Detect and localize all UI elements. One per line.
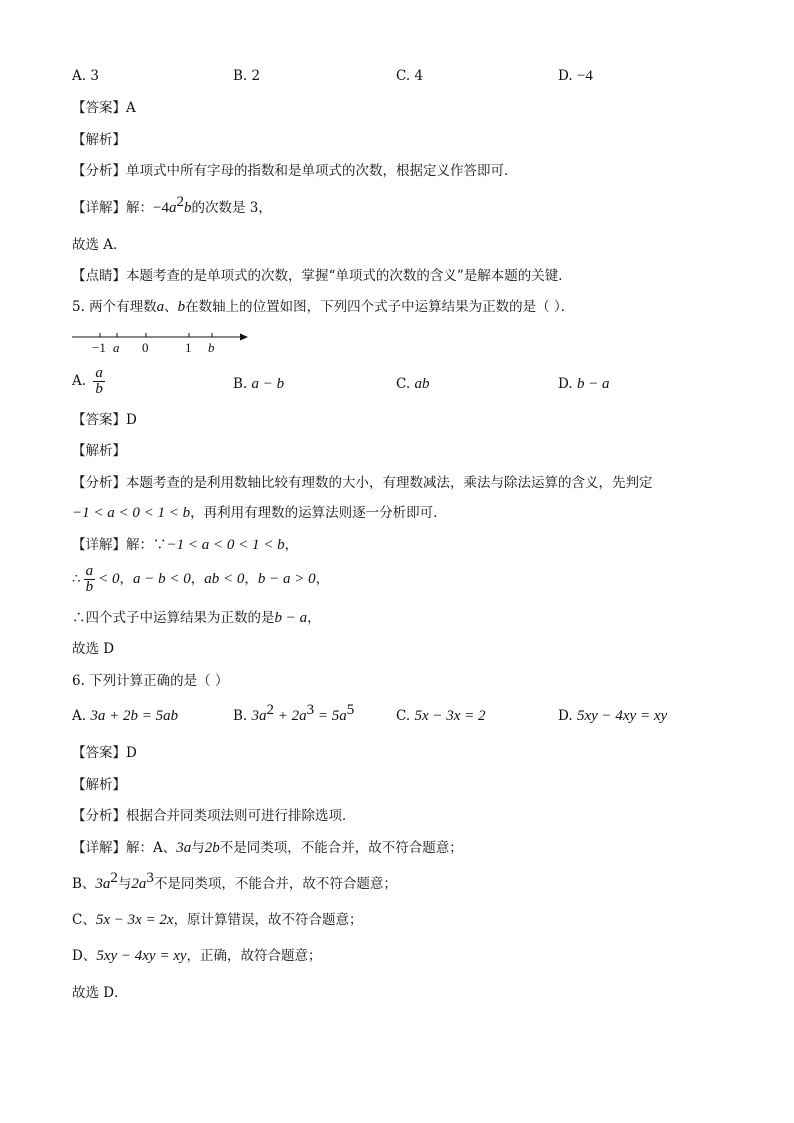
q6-answer: 【答案】D — [72, 745, 137, 761]
q5-option-d: D. b − a — [558, 376, 610, 392]
option-value: 3 — [90, 68, 99, 84]
q4-option-c — [396, 66, 423, 86]
option-letter: A. — [72, 68, 91, 84]
q6-option-c: C. 5x − 3x = 2 — [396, 708, 486, 724]
q6-option-d: D. 5xy − 4xy = xy — [558, 708, 668, 724]
q4-answer: 【答案】A — [72, 100, 136, 116]
label-a: a — [113, 340, 120, 355]
arrow-icon — [240, 334, 248, 341]
q4-fenxi: 【分析】单项式中所有字母的指数和是单项式的次数，根据定义作答即可． — [72, 163, 518, 179]
q5-stem: 5. 两个有理数a、b在数轴上的位置如图，下列四个式子中运算结果为正数的是（ ）． — [72, 299, 575, 315]
q6-stem: 6. 下列计算正确的是（ ） — [72, 673, 229, 689]
q5-option-a: A. $\frac{a}{b}$ — [72, 365, 103, 397]
q4-option-a — [72, 66, 99, 86]
q5-fenxi-line2: −1 < a < 0 < 1 < b，再利用有理数的运算法则逐一分析即可． — [72, 505, 447, 521]
fraction: $\frac{a}{b}$ — [85, 563, 94, 595]
label-minus-one: −1 — [92, 340, 106, 355]
q5-choose: 故选 D — [72, 641, 115, 657]
q5-fenxi-line1: 【分析】本题考查的是利用数轴比较有理数的大小，有理数减法，乘法与除法运算的含义，先判定 — [72, 475, 653, 491]
label-one: 1 — [185, 340, 192, 355]
q5-option-c: C. ab — [396, 376, 430, 392]
option-value: 2 — [251, 68, 261, 84]
label-b: b — [208, 340, 215, 355]
option-value: 4 — [414, 68, 424, 84]
fraction: $\frac{a}{b}$ — [95, 365, 103, 397]
label-zero: 0 — [142, 340, 149, 355]
q6-fenxi: 【分析】根据合并同类项法则可进行排除选项． — [72, 808, 356, 824]
q5-therefore-line: ∴ $\frac{a}{b}$ < 0，a − b < 0，ab < 0，b − a > 0， — [72, 563, 330, 595]
q6-option-b: B. $3a^2 + 2a^3 = 5a^5$ — [233, 702, 355, 724]
q5-answer: 【答案】D — [72, 412, 137, 428]
option-letter: B. — [233, 68, 252, 84]
q4-option-d — [558, 66, 593, 86]
q6-detail-d: D、5xy − 4xy = xy，正确，故符合题意； — [72, 948, 322, 964]
q4-option-b — [233, 66, 260, 86]
q5-analysis-heading: 【解析】 — [72, 443, 126, 459]
q5-option-b: B. a − b — [233, 376, 285, 392]
q6-detail-a: 【详解】解：A、3a与2b不是同类项，不能合并，故不符合题意； — [72, 840, 463, 856]
q4-detail: 【详解】解：$-4a^2b$的次数是 3， — [72, 194, 272, 216]
q5-conclusion: ∴四个式子中运算结果为正数的是b − a， — [72, 610, 321, 626]
q6-analysis-heading: 【解析】 — [72, 777, 126, 793]
option-letter: D. — [558, 68, 577, 84]
q4-choose: 故选 A． — [72, 237, 127, 253]
q4-comment: 【点睛】本题考查的是单项式的次数，掌握“单项式的次数的含义”是解本题的关键． — [72, 268, 572, 284]
q5-number-line — [72, 326, 252, 356]
option-value: −4 — [576, 68, 593, 84]
q4-analysis-heading: 【解析】 — [72, 132, 126, 148]
q6-choose: 故选 D． — [72, 985, 128, 1001]
q5-detail: 【详解】解：∵−1 < a < 0 < 1 < b， — [72, 537, 299, 553]
q6-detail-b: B、$3a^2$与$2a^3$不是同类项，不能合并，故不符合题意； — [72, 870, 397, 892]
option-letter: C. — [396, 68, 415, 84]
q6-option-a: A. 3a + 2b = 5ab — [72, 708, 179, 724]
q6-detail-c: C、5x − 3x = 2x，原计算错误，故不符合题意； — [72, 912, 363, 928]
